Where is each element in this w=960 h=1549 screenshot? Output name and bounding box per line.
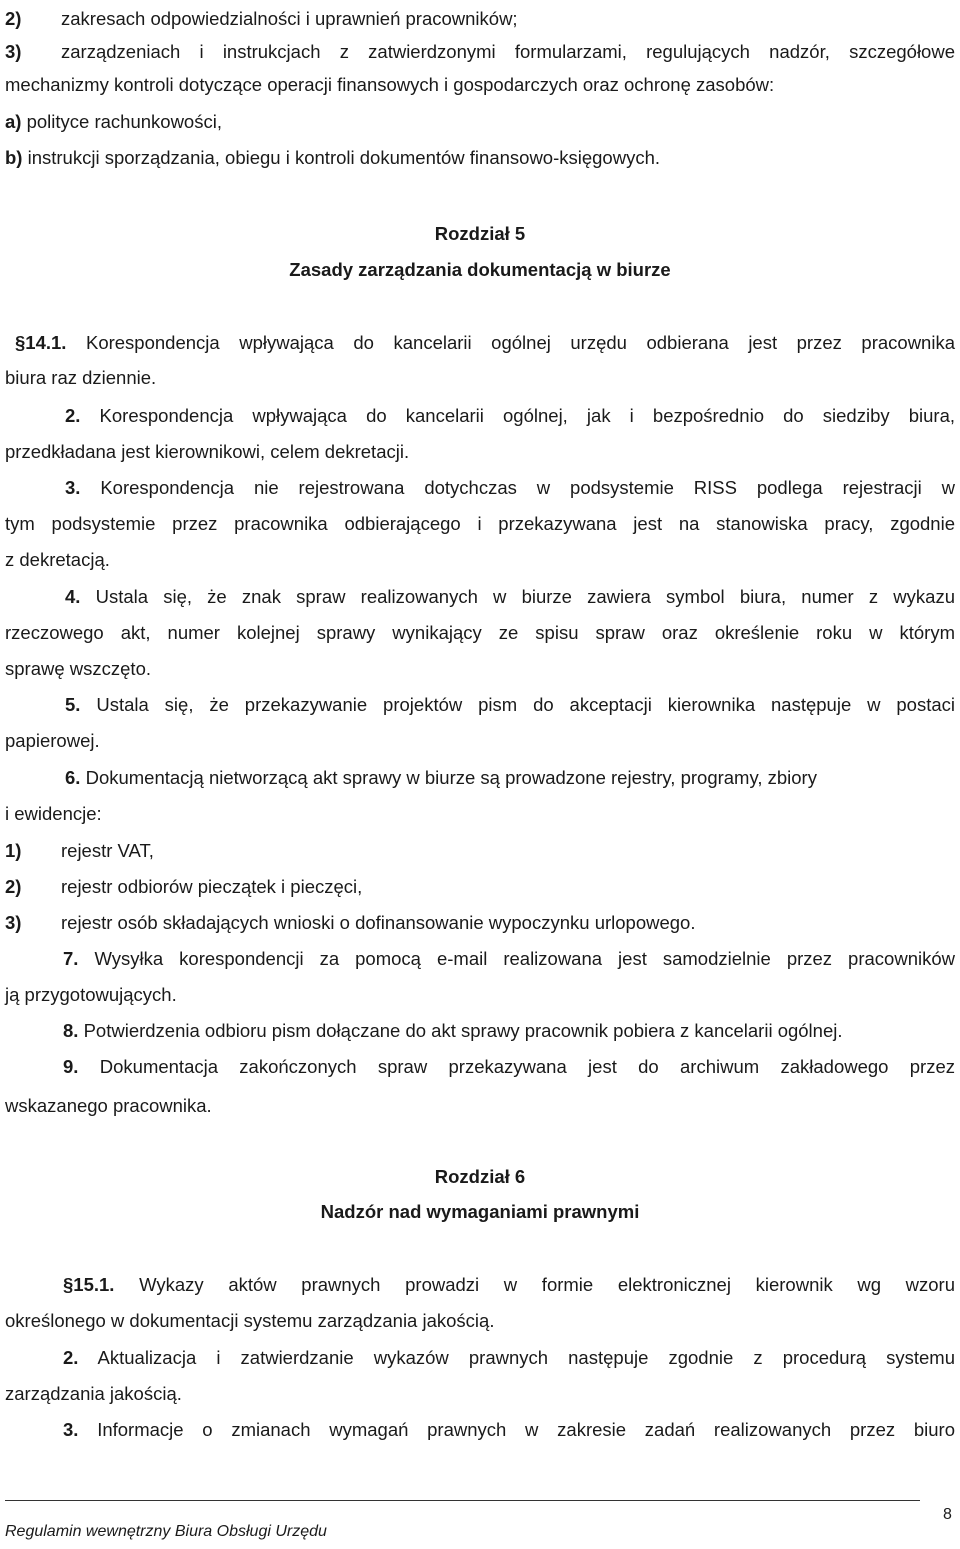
paragraph: §14.1. Korespondencja wpływająca do kancelarii ogólnej urzędu odbierana jest przez pracownika: [15, 332, 955, 353]
paragraph: 3. Korespondencja nie rejestrowana dotychczas w podsystemie RISS podlega rejestracji w: [65, 477, 956, 498]
chapter-subtitle: Zasady zarządzania dokumentacją w biurze: [289, 259, 671, 280]
paragraph: 2. Korespondencja wpływająca do kancelarii ogólnej, jak i bezpośrednio do siedziby biura,: [65, 405, 955, 426]
paragraph-continuation: z dekretacją.: [5, 549, 110, 570]
paragraph: 4. Ustala się, że znak spraw realizowanych w biurze zawiera symbol biura, numer z wykazu: [65, 586, 955, 607]
list-item: a) polityce rachunkowości,: [5, 111, 222, 132]
paragraph-continuation: sprawę wszczęto.: [5, 658, 151, 679]
paragraph-continuation: i ewidencje:: [5, 803, 102, 824]
list-item: 2) zakresach odpowiedzialności i uprawnień pracowników;: [5, 8, 518, 29]
paragraph: 8. Potwierdzenia odbioru pism dołączane do akt sprawy pracownik pobiera z kancelarii ogólnej.: [63, 1020, 843, 1041]
list-item: 3) zarządzeniach i instrukcjach z zatwierdzonymi formularzami, regulujących nadzór, szczegółowe: [5, 41, 955, 62]
paragraph: §15.1. Wykazy aktów prawnych prowadzi w formie elektronicznej kierownik wg wzoru: [63, 1274, 955, 1295]
chapter-title: Rozdział 6: [434, 1166, 526, 1187]
paragraph: 7. Wysyłka korespondencji za pomocą e-mail realizowana jest samodzielnie przez pracowników: [63, 948, 955, 969]
paragraph-continuation: tym podsystemie przez pracownika odbierającego i przekazywana jest na stanowiska pracy, zgodnie: [5, 513, 955, 534]
paragraph-continuation: wskazanego pracownika.: [5, 1095, 212, 1116]
paragraph-continuation: zarządzania jakością.: [5, 1383, 182, 1404]
page-number: 8: [943, 1506, 952, 1523]
paragraph-continuation: rzeczowego akt, numer kolejnej sprawy wynikający ze spisu spraw oraz określenie roku w którym: [5, 622, 955, 643]
paragraph-continuation: biura raz dziennie.: [5, 367, 157, 388]
paragraph: 9. Dokumentacja zakończonych spraw przekazywana jest do archiwum zakładowego przez: [63, 1056, 956, 1077]
chapter-title: Rozdział 5: [434, 223, 526, 244]
paragraph: 6. Dokumentacją nietworzącą akt sprawy w biurze są prowadzone rejestry, programy, zbiory: [65, 767, 817, 788]
paragraph-continuation: przedkładana jest kierownikowi, celem dekretacji.: [5, 441, 410, 462]
list-item: 3) rejestr osób składających wnioski o dofinansowanie wypoczynku urlopowego.: [5, 912, 696, 933]
list-item: 2) rejestr odbiorów pieczątek i pieczęci,: [5, 876, 363, 897]
list-item: b) instrukcji sporządzania, obiegu i kontroli dokumentów finansowo-księgowych.: [5, 147, 661, 168]
paragraph: 2. Aktualizacja i zatwierdzanie wykazów prawnych następuje zgodnie z procedurą systemu: [63, 1347, 955, 1368]
paragraph-continuation: określonego w dokumentacji systemu zarządzania jakością.: [5, 1310, 495, 1331]
paragraph: 5. Ustala się, że przekazywanie projektów pism do akceptacji kierownika następuje w postaci: [65, 694, 956, 715]
paragraph-continuation: papierowej.: [5, 730, 100, 751]
chapter-subtitle: Nadzór nad wymaganiami prawnymi: [320, 1201, 640, 1222]
footer-divider: [5, 1500, 920, 1501]
paragraph: 3. Informacje o zmianach wymagań prawnych w zakresie zadań realizowanych przez biuro: [63, 1419, 956, 1440]
paragraph-continuation: ją przygotowujących.: [5, 984, 177, 1005]
list-item-continuation: mechanizmy kontroli dotyczące operacji finansowych i gospodarczych oraz ochronę zasobów:: [5, 74, 775, 95]
footer-title: Regulamin wewnętrzny Biura Obsługi Urzędu: [5, 1523, 327, 1540]
list-item: 1) rejestr VAT,: [5, 840, 154, 861]
